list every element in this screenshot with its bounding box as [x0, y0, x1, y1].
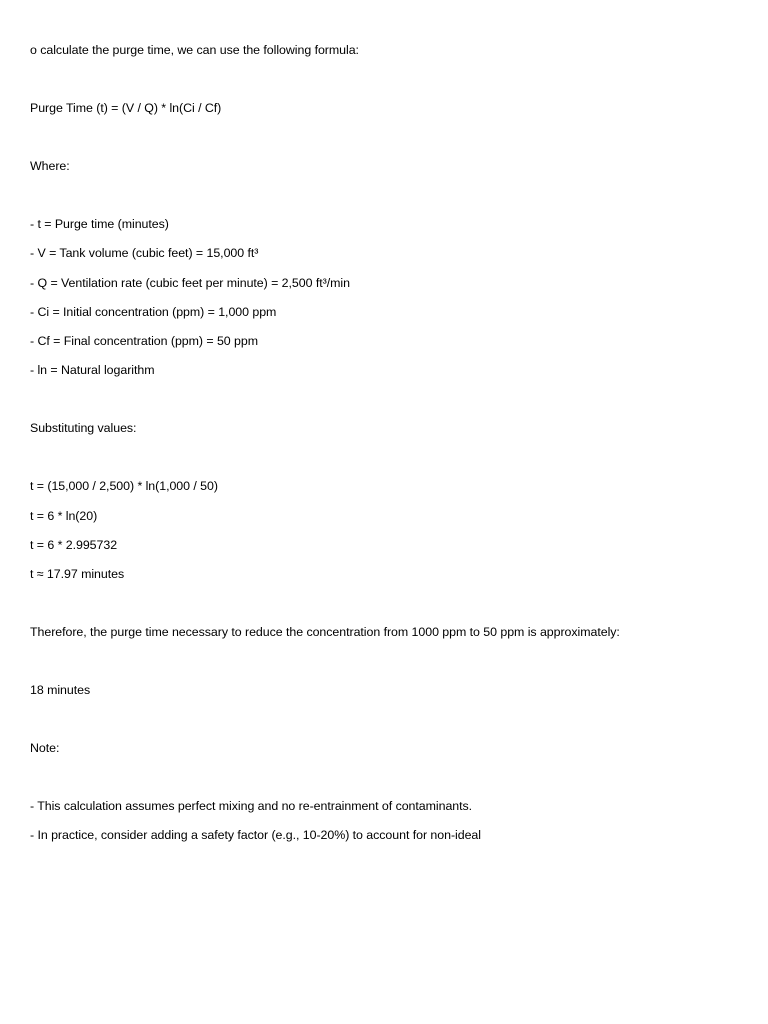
- formula-text: Purge Time (t) = (V / Q) * ln(Ci / Cf): [30, 101, 222, 115]
- answer-text: 18 minutes: [30, 683, 91, 697]
- note-item: - This calculation assumes perfect mixing and no re-entrainment of contaminants.: [30, 799, 473, 813]
- calculation-step: t = 6 * ln(20): [30, 509, 98, 523]
- intro-text: o calculate the purge time, we can use the following formula:: [30, 43, 359, 57]
- calculation-step: t ≈ 17.97 minutes: [30, 567, 125, 581]
- note-label: Note:: [30, 741, 60, 755]
- conclusion-text: Therefore, the purge time necessary to reduce the concentration from 1000 ppm to 50 ppm is approximately:: [30, 625, 620, 639]
- document-page: [30, 0, 750, 1024]
- definition-item: - Q = Ventilation rate (cubic feet per minute) = 2,500 ft³/min: [30, 276, 350, 290]
- definition-item: - Ci = Initial concentration (ppm) = 1,000 ppm: [30, 305, 277, 319]
- calculation-step: t = (15,000 / 2,500) * ln(1,000 / 50): [30, 479, 218, 493]
- note-item: - In practice, consider adding a safety factor (e.g., 10-20%) to account for non-ideal: [30, 828, 481, 842]
- definition-item: - ln = Natural logarithm: [30, 363, 155, 377]
- where-label: Where:: [30, 159, 70, 173]
- definition-item: - t = Purge time (minutes): [30, 217, 169, 231]
- definition-item: - Cf = Final concentration (ppm) = 50 ppm: [30, 334, 258, 348]
- definition-item: - V = Tank volume (cubic feet) = 15,000 ft³: [30, 246, 259, 260]
- calculation-step: t = 6 * 2.995732: [30, 538, 118, 552]
- substituting-label: Substituting values:: [30, 421, 137, 435]
